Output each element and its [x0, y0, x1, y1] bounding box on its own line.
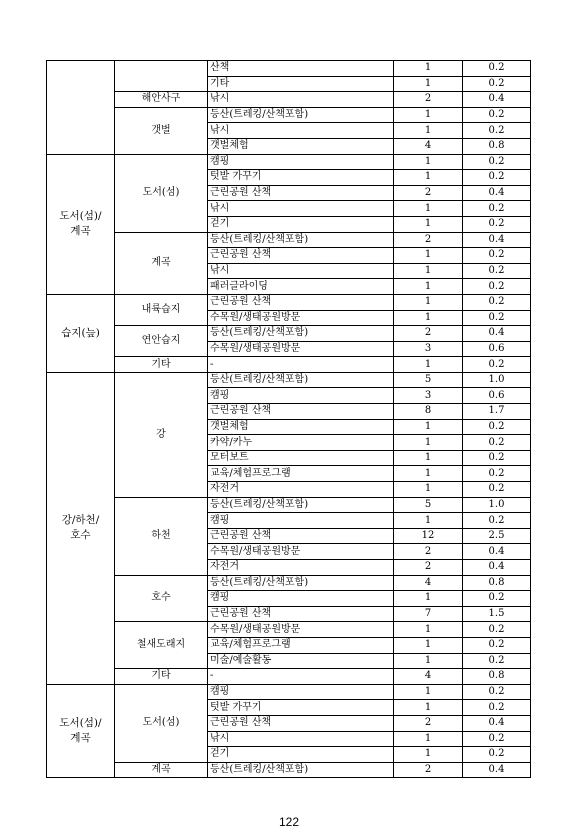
table-row — [47, 61, 531, 77]
percent-cell: 0.2 — [463, 513, 531, 529]
percent-cell: 0.2 — [463, 61, 531, 77]
activity-cell: 등산(트레킹/산책포함) — [208, 762, 394, 778]
percent-cell: 0.2 — [463, 357, 531, 373]
activity-cell: 교육/체험프로그램 — [208, 466, 394, 482]
count-cell: 2 — [394, 715, 463, 731]
activity-cell: 등산(트레킹/산책포함) — [208, 497, 394, 513]
activity-cell: 캠핑 — [208, 684, 394, 700]
percent-cell: 0.2 — [463, 747, 531, 763]
count-cell: 1 — [394, 263, 463, 279]
count-cell: 1 — [394, 123, 463, 139]
count-cell: 1 — [394, 154, 463, 170]
percent-cell: 0.4 — [463, 185, 531, 201]
percent-cell: 0.2 — [463, 123, 531, 139]
percent-cell: 0.2 — [463, 216, 531, 232]
count-cell: 2 — [394, 560, 463, 576]
subcategory-cell: 기타 — [115, 669, 208, 685]
count-cell: 1 — [394, 216, 463, 232]
activity-cell: 낚시 — [208, 263, 394, 279]
activity-cell: 카약/카누 — [208, 435, 394, 451]
percent-cell: 1.0 — [463, 497, 531, 513]
count-cell: 1 — [394, 435, 463, 451]
table-row — [47, 326, 531, 342]
percent-cell: 0.2 — [463, 279, 531, 295]
subcategory-cell: 연안습지 — [115, 326, 208, 357]
activity-cell: 걷기 — [208, 216, 394, 232]
activity-cell: 근린공원 산책 — [208, 606, 394, 622]
count-cell: 1 — [394, 466, 463, 482]
activity-cell: 근린공원 산책 — [208, 715, 394, 731]
percent-cell: 0.2 — [463, 154, 531, 170]
percent-cell: 0.4 — [463, 560, 531, 576]
count-cell: 2 — [394, 762, 463, 778]
table-row — [47, 669, 531, 685]
percent-cell: 0.2 — [463, 248, 531, 264]
category-cell: 도서(섬)/ 계곡 — [47, 154, 115, 294]
category-cell — [47, 61, 115, 155]
count-cell: 1 — [394, 419, 463, 435]
subcategory-cell: 계곡 — [115, 232, 208, 294]
percent-cell: 0.4 — [463, 544, 531, 560]
percent-cell: 0.2 — [463, 435, 531, 451]
count-cell: 1 — [394, 170, 463, 186]
activity-cell: 낚시 — [208, 731, 394, 747]
category-cell: 습지(늪) — [47, 294, 115, 372]
count-cell: 2 — [394, 326, 463, 342]
activity-cell: 캠핑 — [208, 388, 394, 404]
count-cell: 5 — [394, 372, 463, 388]
count-cell: 4 — [394, 138, 463, 154]
table-row — [47, 622, 531, 638]
percent-cell: 0.4 — [463, 715, 531, 731]
activity-cell: 등산(트레킹/산책포함) — [208, 107, 394, 123]
activity-cell: 등산(트레킹/산책포함) — [208, 326, 394, 342]
percent-cell: 0.2 — [463, 622, 531, 638]
count-cell: 7 — [394, 606, 463, 622]
count-cell: 1 — [394, 637, 463, 653]
table-row — [47, 684, 531, 700]
count-cell: 1 — [394, 482, 463, 498]
table-row — [47, 294, 531, 310]
count-cell: 1 — [394, 61, 463, 77]
activity-cell: 근린공원 산책 — [208, 248, 394, 264]
activity-cell: - — [208, 669, 394, 685]
activity-cell: 낚시 — [208, 123, 394, 139]
percent-cell: 0.2 — [463, 731, 531, 747]
percent-cell: 0.2 — [463, 76, 531, 92]
count-cell: 1 — [394, 747, 463, 763]
activity-cell: - — [208, 357, 394, 373]
percent-cell: 0.4 — [463, 326, 531, 342]
count-cell: 8 — [394, 404, 463, 420]
table-row — [47, 154, 531, 170]
percent-cell: 0.2 — [463, 450, 531, 466]
activity-cell: 기타 — [208, 76, 394, 92]
count-cell: 4 — [394, 669, 463, 685]
activity-cell: 수목원/생태공원방문 — [208, 341, 394, 357]
subcategory-cell: 도서(섬) — [115, 684, 208, 762]
subcategory-cell — [115, 61, 208, 92]
percent-cell: 0.2 — [463, 170, 531, 186]
percent-cell: 0.2 — [463, 637, 531, 653]
percent-cell: 1.5 — [463, 606, 531, 622]
activity-cell: 캠핑 — [208, 513, 394, 529]
activity-cell: 갯벌체험 — [208, 419, 394, 435]
count-cell: 2 — [394, 185, 463, 201]
category-cell: 강/하천/ 호수 — [47, 372, 115, 684]
percent-cell: 1.7 — [463, 404, 531, 420]
activity-cell: 낚시 — [208, 201, 394, 217]
count-cell: 3 — [394, 341, 463, 357]
count-cell: 1 — [394, 591, 463, 607]
activity-cell: 자전거 — [208, 482, 394, 498]
percent-cell: 0.2 — [463, 201, 531, 217]
count-cell: 1 — [394, 107, 463, 123]
activity-cell: 등산(트레킹/산책포함) — [208, 232, 394, 248]
activity-cell: 텃밭 가꾸기 — [208, 170, 394, 186]
activity-cell: 걷기 — [208, 747, 394, 763]
percent-cell: 0.2 — [463, 653, 531, 669]
count-cell: 1 — [394, 294, 463, 310]
percent-cell: 0.8 — [463, 575, 531, 591]
count-cell: 1 — [394, 310, 463, 326]
subcategory-cell: 내륙습지 — [115, 294, 208, 325]
count-cell: 5 — [394, 497, 463, 513]
percent-cell: 0.2 — [463, 591, 531, 607]
activity-cell: 텃밭 가꾸기 — [208, 700, 394, 716]
subcategory-cell: 갯벌 — [115, 107, 208, 154]
activity-cell: 패러글라이딩 — [208, 279, 394, 295]
percent-cell: 2.5 — [463, 528, 531, 544]
table-row — [47, 575, 531, 591]
count-cell: 2 — [394, 232, 463, 248]
percent-cell: 0.4 — [463, 232, 531, 248]
count-cell: 1 — [394, 622, 463, 638]
percent-cell: 0.2 — [463, 684, 531, 700]
count-cell: 2 — [394, 92, 463, 108]
page-number: 122 — [278, 815, 300, 829]
count-cell: 12 — [394, 528, 463, 544]
subcategory-cell: 하천 — [115, 497, 208, 575]
activity-cell: 수목원/생태공원방문 — [208, 310, 394, 326]
subcategory-cell: 철새도래지 — [115, 622, 208, 669]
subcategory-cell: 호수 — [115, 575, 208, 622]
count-cell: 1 — [394, 684, 463, 700]
activity-table — [46, 60, 531, 778]
activity-cell: 등산(트레킹/산책포함) — [208, 372, 394, 388]
activity-cell: 갯벌체험 — [208, 138, 394, 154]
table-row — [47, 762, 531, 778]
subcategory-cell: 도서(섬) — [115, 154, 208, 232]
count-cell: 1 — [394, 201, 463, 217]
percent-cell: 0.4 — [463, 762, 531, 778]
subcategory-cell: 기타 — [115, 357, 208, 373]
activity-cell: 교육/체험프로그램 — [208, 637, 394, 653]
activity-cell: 자전거 — [208, 560, 394, 576]
percent-cell: 1.0 — [463, 372, 531, 388]
activity-cell: 근린공원 산책 — [208, 294, 394, 310]
table-row — [47, 232, 531, 248]
count-cell: 1 — [394, 357, 463, 373]
percent-cell: 0.4 — [463, 92, 531, 108]
percent-cell: 0.8 — [463, 138, 531, 154]
activity-cell: 수목원/생태공원방문 — [208, 622, 394, 638]
count-cell: 2 — [394, 544, 463, 560]
count-cell: 1 — [394, 76, 463, 92]
count-cell: 1 — [394, 731, 463, 747]
percent-cell: 0.6 — [463, 341, 531, 357]
activity-cell: 미술/예술활동 — [208, 653, 394, 669]
activity-cell: 모터보트 — [208, 450, 394, 466]
table-row — [47, 92, 531, 108]
count-cell: 3 — [394, 388, 463, 404]
activity-table-body — [47, 61, 531, 778]
table-row — [47, 497, 531, 513]
subcategory-cell: 계곡 — [115, 762, 208, 778]
count-cell: 1 — [394, 700, 463, 716]
activity-cell: 캠핑 — [208, 154, 394, 170]
percent-cell: 0.2 — [463, 107, 531, 123]
count-cell: 1 — [394, 450, 463, 466]
activity-cell: 산책 — [208, 61, 394, 77]
percent-cell: 0.2 — [463, 700, 531, 716]
category-cell: 도서(섬)/ 계곡 — [47, 684, 115, 778]
percent-cell: 0.2 — [463, 482, 531, 498]
count-cell: 4 — [394, 575, 463, 591]
activity-cell: 낚시 — [208, 92, 394, 108]
count-cell: 1 — [394, 248, 463, 264]
subcategory-cell: 해안사구 — [115, 92, 208, 108]
activity-cell: 근린공원 산책 — [208, 185, 394, 201]
activity-cell: 캠핑 — [208, 591, 394, 607]
count-cell: 1 — [394, 653, 463, 669]
activity-cell: 근린공원 산책 — [208, 404, 394, 420]
table-row — [47, 107, 531, 123]
table-row — [47, 372, 531, 388]
percent-cell: 0.2 — [463, 466, 531, 482]
count-cell: 1 — [394, 513, 463, 529]
activity-cell: 근린공원 산책 — [208, 528, 394, 544]
percent-cell: 0.6 — [463, 388, 531, 404]
activity-cell: 수목원/생태공원방문 — [208, 544, 394, 560]
percent-cell: 0.2 — [463, 294, 531, 310]
percent-cell: 0.2 — [463, 310, 531, 326]
subcategory-cell: 강 — [115, 372, 208, 497]
table-row — [47, 357, 531, 373]
percent-cell: 0.2 — [463, 263, 531, 279]
count-cell: 1 — [394, 279, 463, 295]
activity-cell: 등산(트레킹/산책포함) — [208, 575, 394, 591]
percent-cell: 0.2 — [463, 419, 531, 435]
percent-cell: 0.8 — [463, 669, 531, 685]
